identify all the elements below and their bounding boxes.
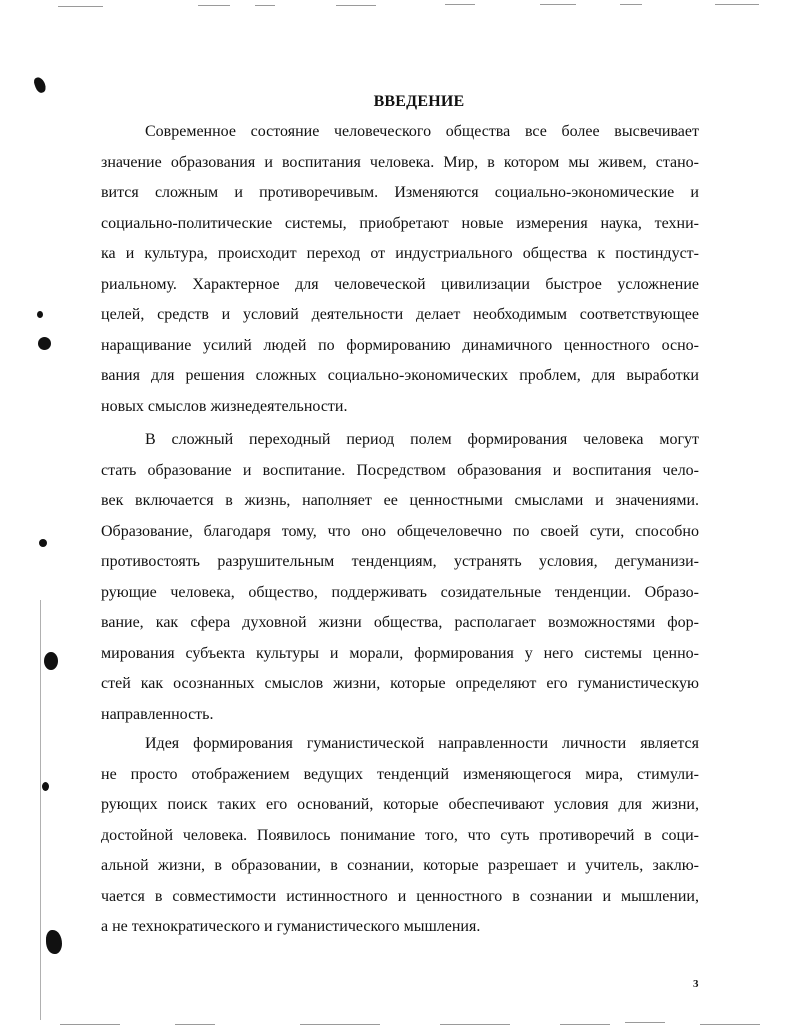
scan-artifact-mark [39, 539, 47, 547]
text-line: альной жизни, в образовании, в сознании, которые разрешает и учитель, заклю- [101, 857, 699, 874]
text-line: достойной человека. Появилось понимание того, что суть противоречий в соци- [101, 826, 699, 844]
text-line: век включается в жизнь, наполняет ее ценностными смыслами и значениями. [101, 492, 699, 509]
text-line: направленность. [101, 705, 214, 723]
text-line: наращивание усилий людей по формированию динамичного ценностного осно- [101, 336, 699, 354]
paragraph-2 [101, 425, 699, 730]
text-line: рующие человека, общество, поддерживать созидательные тенденции. Образо- [101, 583, 699, 601]
text-line: социально-политические системы, приобретают новые измерения наука, техни- [101, 214, 699, 232]
text-line: новых смыслов жизнедеятельности. [101, 397, 348, 415]
scan-artifact-line [540, 4, 576, 5]
page-number: 3 [693, 978, 699, 990]
text-line: вания для решения сложных социально-экономических проблем, для выработки [101, 367, 699, 384]
text-line: а не технократического и гуманистического мышления. [101, 918, 481, 935]
page-title: ВВЕДЕНИЕ [373, 93, 465, 110]
text-line: вание, как сфера духовной жизни общества, располагает возможностями фор- [101, 614, 699, 631]
scan-artifact-line [445, 4, 475, 5]
scan-artifact-line [625, 1022, 665, 1023]
scan-artifact-line [715, 4, 759, 5]
text-line: целей, средств и условий деятельности делает необходимым соответствующее [101, 306, 699, 323]
text-line: мирования субъекта культуры и морали, формирования у него системы ценно- [101, 644, 699, 662]
text-line: противостоять разрушительным тенденциям, устранять условия, дегуманизи- [101, 553, 699, 570]
text-line: Образование, благодаря тому, что оно общечеловечно по своей сути, способно [101, 522, 699, 540]
text-line: стей как осознанных смыслов жизни, которые определяют его гуманистическую [101, 675, 699, 692]
scan-artifact-mark [44, 652, 58, 670]
text-line: стать образование и воспитание. Посредством образования и воспитания чело- [101, 461, 699, 479]
text-line: ка и культура, происходит переход от индустриального общества к постиндуст- [101, 245, 699, 262]
text-line: чается в совместимости истинностного и ценностного в сознании и мышлении, [101, 887, 699, 905]
scan-artifact-mark [46, 930, 62, 954]
paragraph-1 [101, 117, 699, 422]
scan-artifact-mark [37, 311, 43, 318]
scan-artifact-mark [38, 337, 51, 350]
scan-artifact-mark [33, 76, 48, 94]
text-line: значение образования и воспитания человека. Мир, в котором мы живем, стано- [101, 153, 699, 171]
scan-artifact-line [255, 5, 275, 6]
scan-artifact-line [60, 1024, 120, 1025]
text-line: не просто отображением ведущих тенденций изменяющегося мира, стимули- [101, 765, 699, 783]
scan-artifact-line [440, 1024, 510, 1025]
scan-artifact-line [560, 1024, 610, 1025]
scan-artifact-line [620, 4, 642, 5]
scan-artifact-mark [42, 782, 49, 791]
scan-artifact-line [198, 5, 230, 6]
text-line: Идея формирования гуманистической направленности личности является [145, 735, 699, 752]
scan-artifact-line [58, 6, 103, 7]
text-line: рующих поиск таких его оснований, которые обеспечивают условия для жизни, [101, 796, 699, 813]
scan-artifact-line [300, 1024, 380, 1025]
text-line: Современное состояние человеческого общества все более высвечивает [145, 123, 699, 140]
paragraph-3 [101, 729, 699, 943]
text-line: риальному. Характерное для человеческой цивилизации быстрое усложнение [101, 275, 699, 293]
text-line: вится сложным и противоречивым. Изменяются социально-экономические и [101, 184, 699, 201]
text-line: В сложный переходный период полем формирования человека могут [145, 431, 699, 448]
scan-artifact-line [700, 1024, 760, 1025]
scan-artifact-edge [40, 600, 41, 1020]
scan-artifact-line [336, 5, 376, 6]
scan-artifact-line [175, 1024, 215, 1025]
